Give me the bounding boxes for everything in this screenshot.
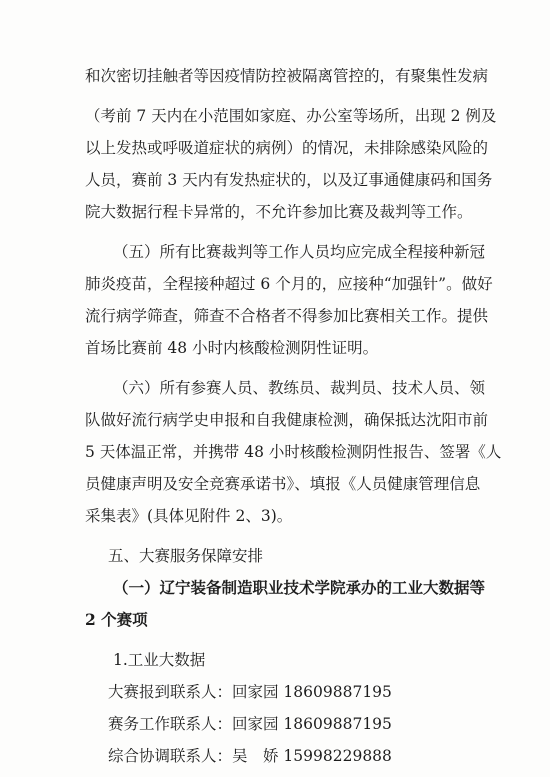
body-text-line: 队做好流行病学史申报和自我健康检测，确保抵达沈阳市前 <box>85 411 489 429</box>
body-text-line: （考前 7 天内在小范围如家庭、办公室等场所，出现 2 例及 <box>85 107 497 125</box>
item-title: 1.工业大数据 <box>113 651 206 669</box>
body-text-line: 5 天体温正常，并携带 48 小时核酸检测阴性报告、签署《人 <box>85 443 502 461</box>
contact-line: 综合协调联系人：吴 娇 15998229888 <box>108 747 392 765</box>
subsection-heading: （一）辽宁装备制造职业技术学院承办的工业大数据等 <box>113 578 486 597</box>
section-heading: 五、大赛服务保障安排 <box>108 547 264 565</box>
body-text-line: 首场比赛前 48 小时内核酸检测阴性证明。 <box>85 339 379 357</box>
body-text-line: 以上发热或呼吸道症状的病例）的情况，未排除感染风险的 <box>85 139 489 157</box>
body-text-line: 人员，赛前 3 天内有发热症状的，以及辽事通健康码和国务 <box>85 171 493 189</box>
body-text-line: 肺炎疫苗，全程接种超过 6 个月的，应接种“加强针”。做好 <box>85 275 493 293</box>
body-text-line: （五）所有比赛裁判等工作人员均应完成全程接种新冠 <box>113 243 486 261</box>
body-text-line: 和次密切挂触者等因疫情防控被隔离管控的，有聚集性发病 <box>85 67 489 85</box>
body-text-line: 采集表》(具体见附件 2、3)。 <box>85 507 293 525</box>
contact-line: 赛务工作联系人：回家园 18609887195 <box>108 715 392 733</box>
body-text-line: 院大数据行程卡异常的，不允许参加比赛及裁判等工作。 <box>85 203 473 221</box>
body-text-line: （六）所有参赛人员、教练员、裁判员、技术人员、领 <box>113 379 486 397</box>
subsection-heading: 2 个赛项 <box>85 610 148 629</box>
body-text-line: 流行病学筛查，筛查不合格者不得参加比赛相关工作。提供 <box>85 307 489 325</box>
body-text-line: 员健康声明及安全竞赛承诺书》、填报《人员健康管理信息 <box>85 475 481 493</box>
contact-line: 大赛报到联系人：回家园 18609887195 <box>108 683 392 701</box>
